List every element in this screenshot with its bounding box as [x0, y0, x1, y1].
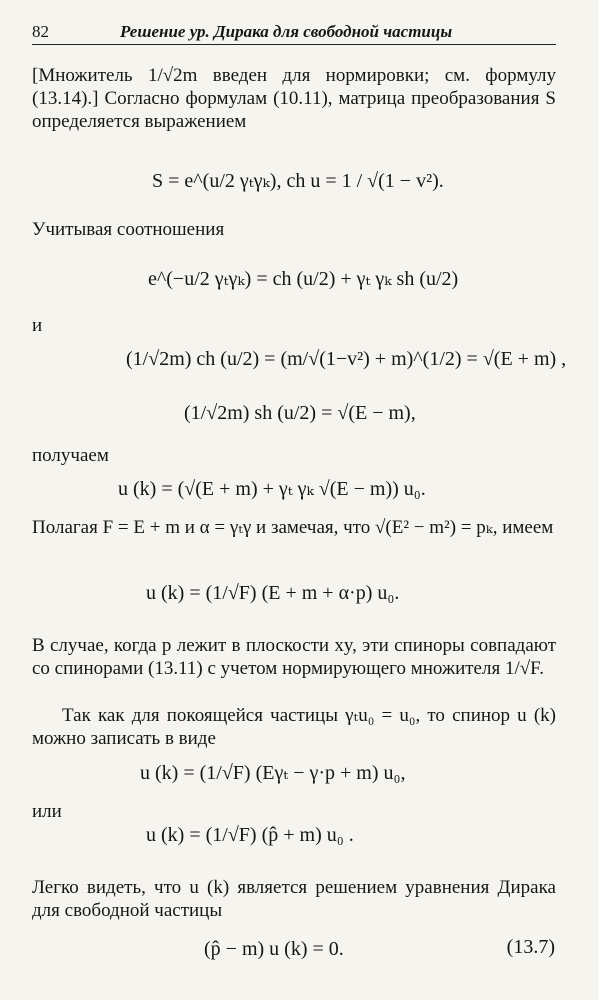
equation-spinor-F-form: u (k) = (1/√F) (E + m + α·p) u₀.: [146, 582, 400, 604]
equation-exponential-identity: e^(−u/2 γₜγₖ) = ch (u/2) + γₜ γₖ sh (u/2): [148, 268, 459, 290]
paragraph-obtain: получаем: [32, 445, 109, 466]
paragraph-normalization: [Множитель 1/√2m введен для нормировки; см. формулу (13.14).] Согласно формулам (10.11), матрица преобразования S определяется выражением: [32, 65, 556, 132]
equation-spinor-p-hat-form: u (k) = (1/√F) (p̂ + m) u₀ .: [146, 824, 354, 846]
equation-number: (13.7): [506, 936, 555, 958]
equation-ch-relation: (1/√2m) ch (u/2) = (m/√(1−v²) + m)^(1/2) = √(E + m) ,: [126, 348, 567, 370]
page-header: [32, 22, 556, 45]
equation-spinor-u-k: u (k) = (√(E + m) + γₜ γₖ √(E − m)) u₀.: [118, 478, 426, 500]
paragraph-dirac-solution: Легко видеть, что u (k) является решением уравнения Дирака для свободной частицы: [32, 877, 556, 921]
paragraph-considering: Учитывая соотношения: [32, 219, 225, 240]
equation-sh-relation: (1/√2m) sh (u/2) = √(E − m),: [184, 402, 416, 424]
equation-dirac-free: (p̂ − m) u (k) = 0.: [204, 938, 344, 960]
paragraph-xy-plane: В случае, когда p лежит в плоскости xy, эти спиноры совпадают со спинорами (13.11) с учетом нормирующего множителя 1/√F.: [32, 635, 556, 679]
conjunction-or: или: [32, 801, 62, 822]
page-number: 82: [32, 22, 49, 41]
equation-transform-matrix: S = e^(u/2 γₜγₖ), ch u = 1 / √(1 − v²).: [152, 170, 444, 192]
equation-spinor-gamma-form: u (k) = (1/√F) (Eγₜ − γ·p + m) u₀,: [140, 762, 406, 784]
running-head: Решение ур. Дирака для свободной частицы: [120, 22, 453, 41]
paragraph-rest-particle: Так как для покоящейся частицы γₜu₀ = u₀, то спинор u (k) можно записать в виде: [32, 705, 556, 749]
conjunction-and: и: [32, 315, 43, 336]
paragraph-setting-F: Полагая F = E + m и α = γₜγ и замечая, что √(E² − m²) = pₖ, имеем: [32, 517, 554, 538]
